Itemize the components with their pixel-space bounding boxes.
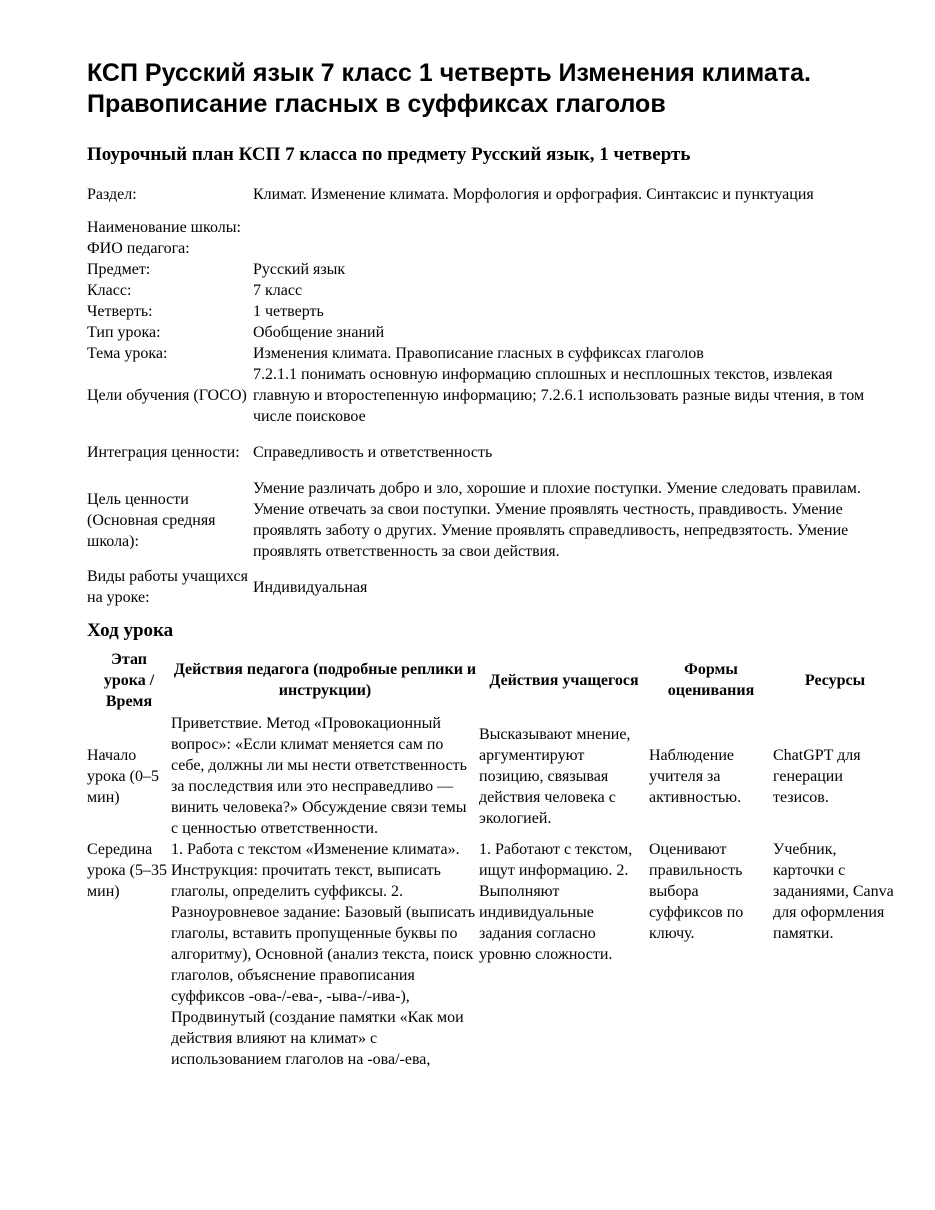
info-value bbox=[253, 238, 887, 259]
column-header-stage: Этап урока / Время bbox=[103, 650, 155, 710]
table-row bbox=[87, 839, 897, 1070]
info-key: ФИО педагога: bbox=[87, 240, 190, 257]
info-key: Класс: bbox=[87, 282, 132, 299]
info-key: Цель ценности (Основная средняя школа): bbox=[87, 490, 216, 550]
info-value: Русский язык bbox=[253, 261, 346, 278]
info-row-quarter bbox=[87, 301, 887, 322]
info-row-topic bbox=[87, 343, 887, 364]
info-row-section bbox=[87, 172, 887, 217]
column-header-student-actions: Действия учащегося bbox=[489, 671, 639, 689]
info-value: 7 класс bbox=[253, 282, 303, 299]
info-value: Климат. Изменение климата. Морфология и орфография. Синтаксис и пунктуация bbox=[253, 186, 814, 203]
document-title: КСП Русский язык 7 класс 1 четверть Изменения климата. Правописание гласных в суффиксах глаголов bbox=[87, 59, 811, 118]
table-header-row bbox=[87, 647, 897, 713]
info-row-grade bbox=[87, 280, 887, 301]
stage-cell: Середина урока (5–35 мин) bbox=[87, 841, 167, 900]
resources-cell: Учебник, карточки с заданиями, Canva для оформления памятки. bbox=[773, 841, 894, 942]
teacher-actions-cell: Приветствие. Метод «Провокационный вопрос»: «Если климат меняется сам по себе, должны ли мы нести ответственность за последствия или это несправедливо — винить человека?» Обсуждение связи темы с ценностью ответственности. bbox=[171, 715, 467, 837]
info-value: Обобщение знаний bbox=[253, 324, 385, 341]
lesson-flow-table bbox=[87, 647, 897, 1070]
stage-cell: Начало урока (0–5 мин) bbox=[87, 746, 159, 806]
document-page bbox=[87, 58, 897, 1070]
assessment-cell: Оценивают правильность выбора суффиксов по ключу. bbox=[649, 841, 744, 942]
info-key: Четверть: bbox=[87, 303, 153, 320]
info-key: Тип урока: bbox=[87, 324, 161, 341]
info-value: 7.2.1.1 понимать основную информацию сплошных и несплошных текстов, извлекая главную и второстепенную информацию; 7.2.6.1 использовать разные виды чтения, в том числе поисковое bbox=[253, 366, 865, 425]
info-value bbox=[253, 217, 887, 238]
assessment-cell: Наблюдение учителя за активностью. bbox=[649, 746, 742, 806]
info-key: Цели обучения (ГОСО) bbox=[87, 387, 247, 404]
plan-subtitle: Поурочный план КСП 7 класса по предмету Русский язык, 1 четверть bbox=[87, 144, 691, 165]
lesson-info-table bbox=[87, 172, 887, 612]
info-row-school bbox=[87, 217, 887, 238]
info-value: Умение различать добро и зло, хорошие и плохие поступки. Умение следовать правилам. Умение отвечать за свои поступки. Умение проявлять честность, правдивость. Умение проявлять заботу о других. Умение проявлять справедливость, непредвзятость. Умение проявлять ответственность за свои действия. bbox=[253, 480, 861, 560]
info-key: Тема урока: bbox=[87, 345, 168, 362]
info-key: Раздел: bbox=[87, 186, 137, 203]
teacher-actions-cell: 1. Работа с текстом «Изменение климата». Инструкция: прочитать текст, выписать глаголы, определить суффиксы. 2. Разноуровневое задание: Базовый (выписать глаголы, вставить пропущенные буквы по алгоритму), Основной (анализ текста, поиск глаголов, объяснение правописания суффиксов -ова-/-ева-, -ыва-/-ива-), Продвинутый (создание памятки «Как мои действия влияют на климат» с использованием глаголов на -ова/-ева, bbox=[171, 841, 475, 1068]
info-key: Предмет: bbox=[87, 261, 151, 278]
info-row-lesson-type bbox=[87, 322, 887, 343]
info-key: Наименование школы: bbox=[87, 219, 241, 236]
info-row-goals bbox=[87, 364, 887, 427]
resources-cell: ChatGPT для генерации тезисов. bbox=[773, 746, 861, 806]
column-header-teacher-actions: Действия педагога (подробные реплики и инструкции) bbox=[173, 661, 477, 699]
lesson-flow-heading: Ход урока bbox=[87, 620, 174, 641]
info-row-value-goal bbox=[87, 478, 887, 562]
info-row-work-types bbox=[87, 562, 887, 612]
info-row-teacher bbox=[87, 238, 887, 259]
info-value: 1 четверть bbox=[253, 303, 324, 320]
info-row-value-integration bbox=[87, 427, 887, 478]
student-actions-cell: 1. Работают с текстом, ищут информацию. 2. Выполняют индивидуальные задания согласно уровню сложности. bbox=[479, 841, 633, 963]
info-value: Индивидуальная bbox=[253, 578, 368, 596]
info-value: Изменения климата. Правописание гласных в суффиксах глаголов bbox=[253, 345, 704, 362]
info-key: Интеграция ценности: bbox=[87, 444, 240, 461]
info-key: Виды работы учащихся на уроке: bbox=[87, 568, 248, 606]
student-actions-cell: Высказывают мнение, аргументируют позицию, связывая действия человека с экологией. bbox=[479, 725, 631, 827]
column-header-resources: Ресурсы bbox=[804, 671, 866, 689]
info-row-subject bbox=[87, 259, 887, 280]
info-value: Справедливость и ответственность bbox=[253, 444, 493, 461]
table-row bbox=[87, 713, 897, 839]
column-header-assessment: Формы оценивания bbox=[667, 661, 755, 699]
